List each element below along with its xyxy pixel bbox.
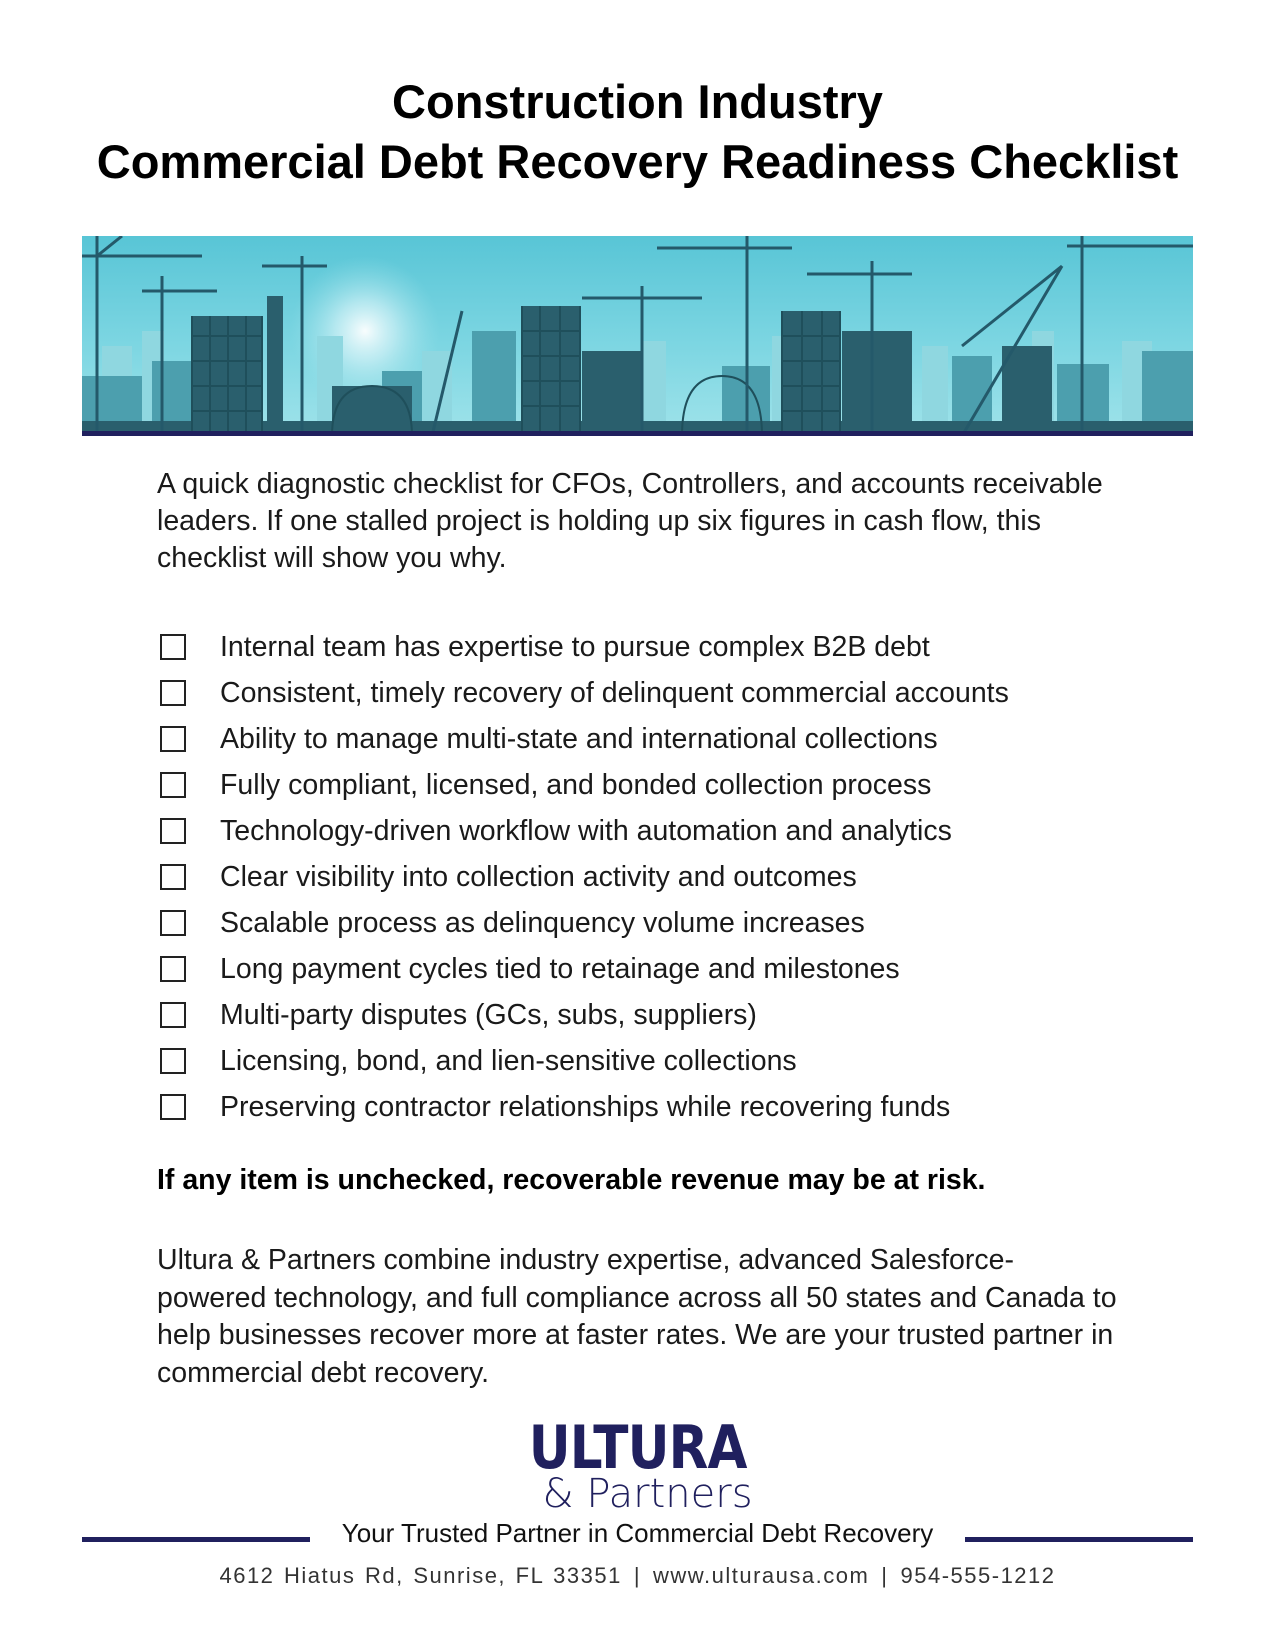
risk-warning: If any item is unchecked, recoverable revenue may be at risk.: [157, 1164, 986, 1196]
checklist-item: [160, 1084, 1009, 1130]
checkbox[interactable]: [160, 1002, 186, 1028]
checklist-item-label: Scalable process as delinquency volume increases: [220, 906, 865, 939]
checklist-item: [160, 1038, 1009, 1084]
ultura-logo: [0, 1413, 1275, 1517]
checklist-item: [160, 762, 1009, 808]
checklist-item-label: Fully compliant, licensed, and bonded collection process: [220, 768, 932, 801]
footer-address: 4612 Hiatus Rd, Sunrise, FL 33351: [219, 1563, 622, 1588]
checklist-item-label: Internal team has expertise to pursue complex B2B debt: [220, 630, 930, 663]
page-title: [0, 72, 1275, 192]
checklist-item-label: Preserving contractor relationships while recovering funds: [220, 1090, 951, 1123]
checkbox[interactable]: [160, 1048, 186, 1074]
footer-separator: |: [633, 1563, 642, 1588]
checklist-item: [160, 808, 1009, 854]
footer-tagline: Your Trusted Partner in Commercial Debt Recovery: [341, 1518, 934, 1548]
checklist-item-label: Multi-party disputes (GCs, subs, suppliers): [220, 998, 757, 1031]
checklist-item-label: Long payment cycles tied to retainage and milestones: [220, 952, 900, 985]
checkbox[interactable]: [160, 910, 186, 936]
checkbox[interactable]: [160, 1094, 186, 1120]
checklist-item: [160, 900, 1009, 946]
checklist-item: [160, 946, 1009, 992]
checklist-item-label: Licensing, bond, and lien-sensitive collections: [220, 1044, 797, 1077]
checkbox[interactable]: [160, 634, 186, 660]
banner-divider: [82, 431, 1193, 436]
footer-contact: [0, 1563, 1275, 1589]
checklist-item-label: Consistent, timely recovery of delinquent commercial accounts: [220, 676, 1009, 709]
checkbox[interactable]: [160, 680, 186, 706]
title-line-2: Commercial Debt Recovery Readiness Checklist: [96, 135, 1179, 188]
intro-text: A quick diagnostic checklist for CFOs, Controllers, and accounts receivable leaders. If one stalled project is holding up six figures in cash flow, this checklist will show you why.: [157, 468, 1103, 574]
checklist-item: [160, 992, 1009, 1038]
checklist-item-label: Technology-driven workflow with automation and analytics: [220, 814, 952, 847]
checkbox[interactable]: [160, 726, 186, 752]
checklist-item-label: Ability to manage multi-state and international collections: [220, 722, 938, 755]
footer-phone[interactable]: 954-555-1212: [900, 1563, 1056, 1588]
checkbox[interactable]: [160, 818, 186, 844]
closing-paragraph: Ultura & Partners combine industry expertise, advanced Salesforce-powered technology, and full compliance across all 50 states and Canada to help businesses recover more at faster rates. We are your trusted partner in commercial debt recovery.: [157, 1244, 1117, 1389]
construction-banner-image: [82, 236, 1193, 436]
checkbox[interactable]: [160, 864, 186, 890]
checklist-item: [160, 854, 1009, 900]
intro-paragraph: [157, 466, 1117, 577]
logo-subtitle: & Partners: [542, 1471, 753, 1517]
checklist-item-label: Clear visibility into collection activity and outcomes: [220, 860, 857, 893]
checklist-item: [160, 670, 1009, 716]
title-line-1: Construction Industry: [392, 75, 883, 128]
checklist-item: [160, 716, 1009, 762]
logo-wordmark: ULTURA: [528, 1413, 747, 1483]
checkbox[interactable]: [160, 772, 186, 798]
footer-website-link[interactable]: www.ulturausa.com: [653, 1563, 870, 1588]
checkbox[interactable]: [160, 956, 186, 982]
checklist-item: [160, 624, 1009, 670]
footer-separator: |: [881, 1563, 889, 1588]
readiness-checklist: [160, 624, 1009, 1130]
